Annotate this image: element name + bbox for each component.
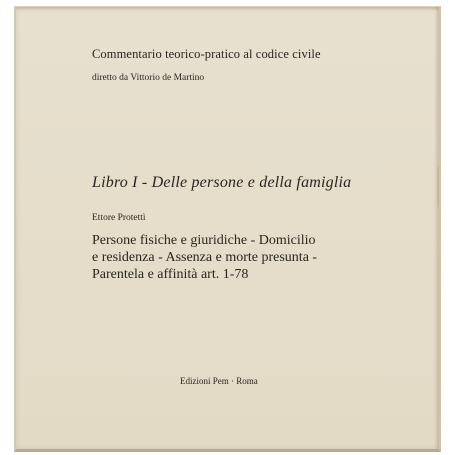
cover-edge-wear-right [434,7,439,449]
director-credit: diretto da Vittorio de Martino [92,73,205,83]
volume-title: Libro I - Delle persone e della famiglia [92,174,352,191]
subject-description [92,232,317,283]
book-cover [14,6,441,452]
subject-line: Parentela e affinità art. 1-78 [92,267,249,282]
subject-line: Persone fisiche e giuridiche - Domicilio [92,233,316,248]
publisher-imprint: Edizioni Pem · Roma [180,376,258,386]
author-name: Ettore Protettì [92,213,146,223]
subject-line: e residenza - Assenza e morte presunta - [92,250,318,265]
cover-edge-mark [437,167,439,207]
series-title: Commentario teorico-pratico al codice civile [92,47,321,61]
cover-edge-wear-top [16,7,439,11]
